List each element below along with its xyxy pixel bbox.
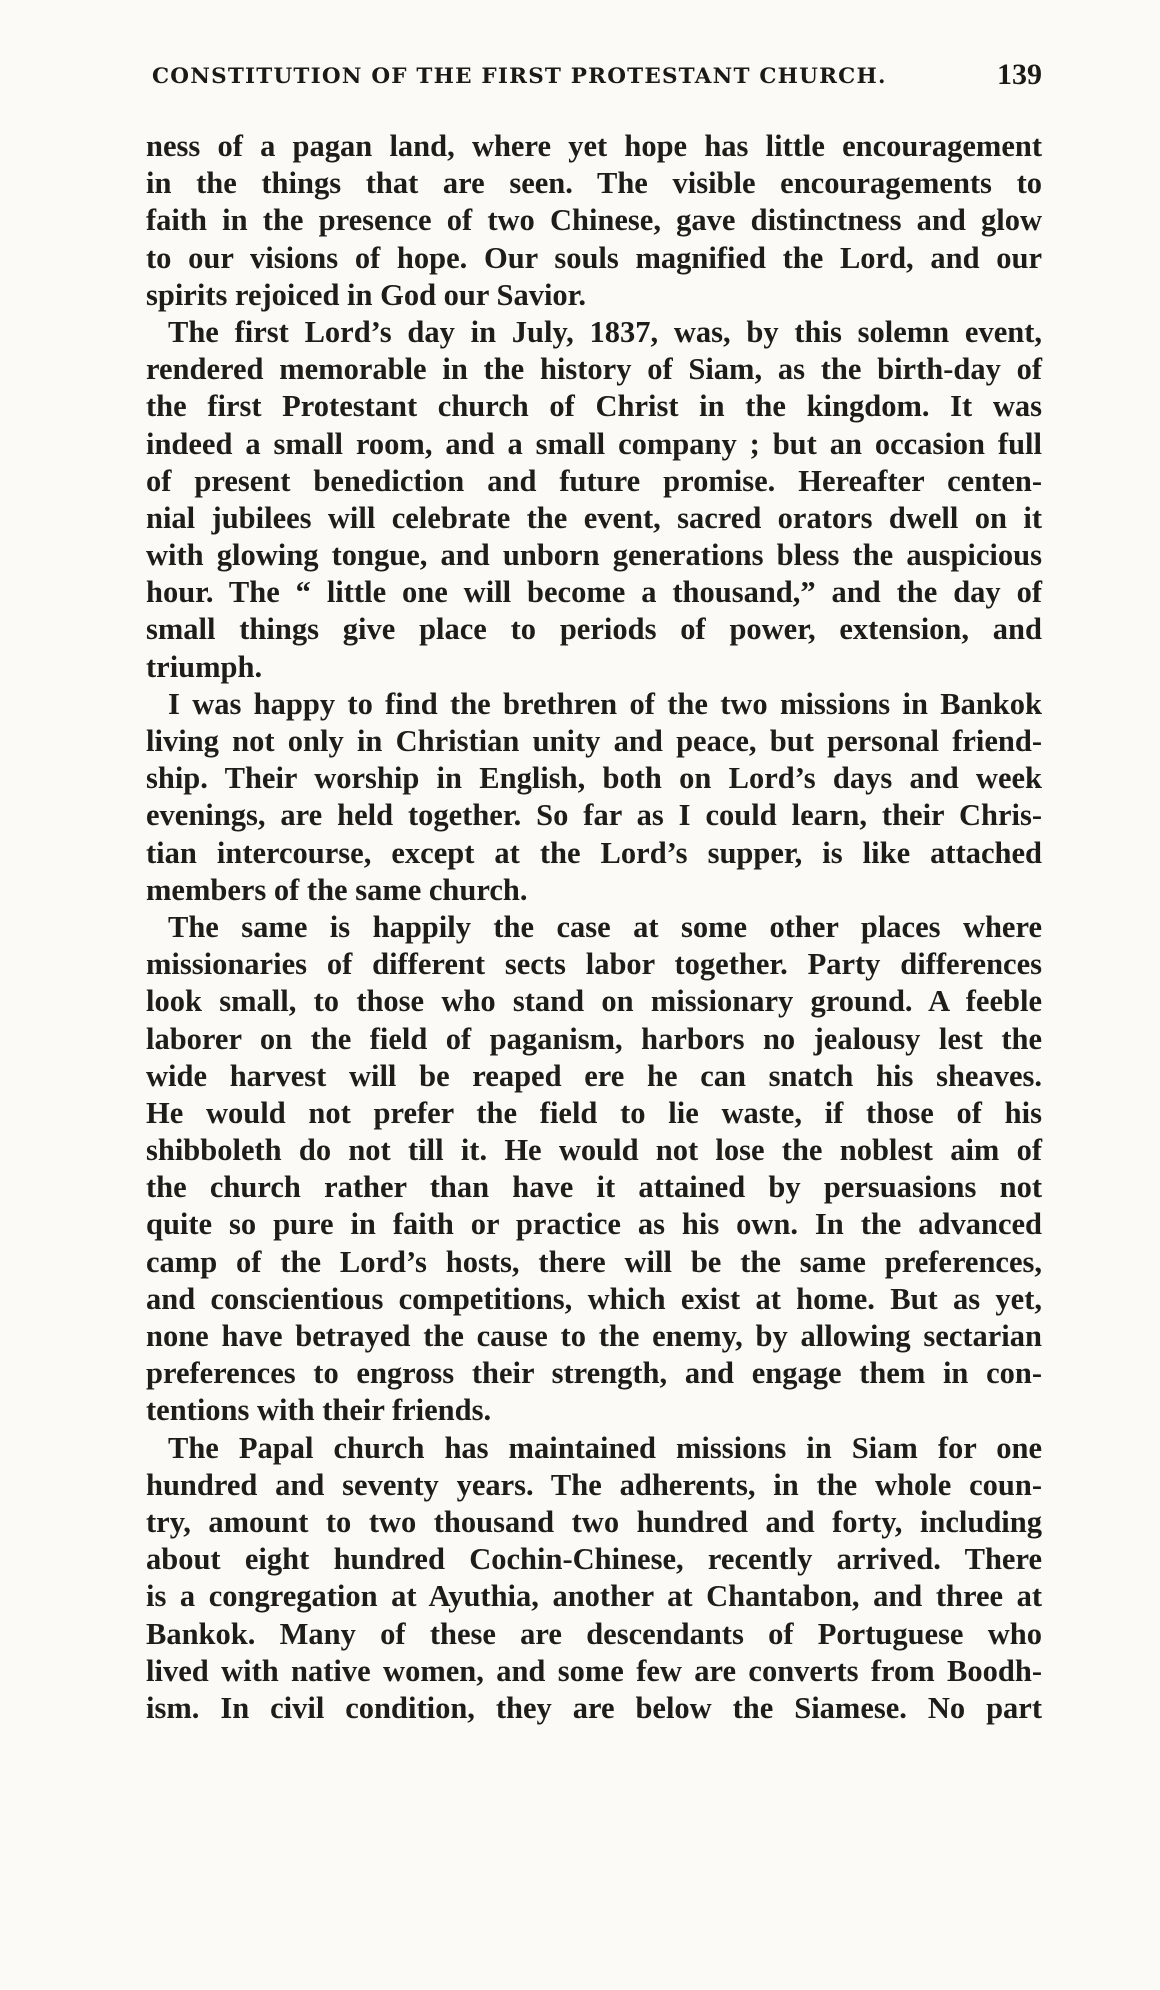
text-line: hour. The “ little one will become a thousand,” and the day of xyxy=(146,575,1042,610)
text-line: laborer on the field of paganism, harbors no jealousy lest the xyxy=(146,1021,1042,1056)
text-line: He would not prefer the field to lie waste, if those of his xyxy=(146,1095,1042,1130)
text-line: the church rather than have it attained by persuasions not xyxy=(146,1170,1042,1205)
text-line: camp of the Lord’s hosts, there will be the same preferences, xyxy=(146,1244,1042,1279)
text-line: try, amount to two thousand two hundred and forty, including xyxy=(146,1504,1042,1539)
text-line: missionaries of different sects labor together. Party differences xyxy=(146,947,1042,982)
text-line: about eight hundred Cochin-Chinese, recently arrived. There xyxy=(146,1542,1042,1577)
text-line: lived with native women, and some few are converts from Boodh- xyxy=(146,1653,1042,1688)
text-line: triumph. xyxy=(146,649,263,684)
text-line: indeed a small room, and a small company ; but an occasion full xyxy=(146,426,1042,461)
text-line: The Papal church has maintained missions in Siam for one xyxy=(168,1430,1042,1465)
text-line: small things give place to periods of power, extension, and xyxy=(146,612,1042,647)
body-text xyxy=(146,128,1042,1727)
text-line: spirits rejoiced in God our Savior. xyxy=(146,277,587,312)
text-line: to our visions of hope. Our souls magnified the Lord, and our xyxy=(146,240,1042,275)
text-line: ness of a pagan land, where yet hope has little encouragement xyxy=(146,129,1042,163)
running-header xyxy=(152,58,1042,98)
text-line: preferences to engross their strength, and engage them in con- xyxy=(146,1356,1042,1391)
text-line: living not only in Christian unity and peace, but personal friend- xyxy=(146,724,1042,758)
text-line: evenings, are held together. So far as I could learn, their Chris- xyxy=(146,798,1042,833)
text-line: ship. Their worship in English, both on Lord’s days and week xyxy=(146,761,1042,796)
text-line: tentions with their friends. xyxy=(146,1393,492,1428)
text-line: rendered memorable in the history of Siam, as the birth-day of xyxy=(146,352,1042,387)
page-number: 139 xyxy=(997,58,1042,91)
text-line: shibboleth do not till it. He would not lose the noblest aim of xyxy=(146,1133,1042,1168)
text-line: hundred and seventy years. The adherents, in the whole coun- xyxy=(146,1467,1042,1502)
text-line: ism. In civil condition, they are below the Siamese. No part xyxy=(146,1690,1042,1725)
text-line: the first Protestant church of Christ in the kingdom. It was xyxy=(146,389,1042,424)
text-line: Bankok. Many of these are descendants of Portuguese who xyxy=(146,1616,1042,1651)
text-line: faith in the presence of two Chinese, gave distinctness and glow xyxy=(146,203,1042,238)
text-line: tian intercourse, except at the Lord’s supper, is like attached xyxy=(146,835,1042,870)
text-line: in the things that are seen. The visible encouragements to xyxy=(146,166,1042,201)
text-line: look small, to those who stand on missionary ground. A feeble xyxy=(146,984,1042,1019)
text-line: I was happy to find the brethren of the two missions in Bankok xyxy=(168,686,1042,721)
text-line: of present benediction and future promise. Hereafter centen- xyxy=(146,463,1042,498)
text-line: nial jubilees will celebrate the event, sacred orators dwell on it xyxy=(146,500,1042,535)
text-line: with glowing tongue, and unborn generations bless the auspicious xyxy=(146,538,1042,573)
text-line: quite so pure in faith or practice as his own. In the advanced xyxy=(146,1207,1042,1242)
text-line: none have betrayed the cause to the enemy, by allowing sectarian xyxy=(146,1319,1042,1353)
text-line: and conscientious competitions, which exist at home. But as yet, xyxy=(146,1281,1042,1316)
text-line: The same is happily the case at some other places where xyxy=(168,909,1042,944)
running-title: CONSTITUTION OF THE FIRST PROTESTANT CHURCH. xyxy=(152,64,887,89)
text-line: wide harvest will be reaped ere he can snatch his sheaves. xyxy=(146,1058,1042,1093)
text-line: The first Lord’s day in July, 1837, was, by this solemn event, xyxy=(168,314,1042,349)
text-line: is a congregation at Ayuthia, another at Chantabon, and three at xyxy=(146,1579,1042,1614)
text-line: members of the same church. xyxy=(146,872,528,907)
